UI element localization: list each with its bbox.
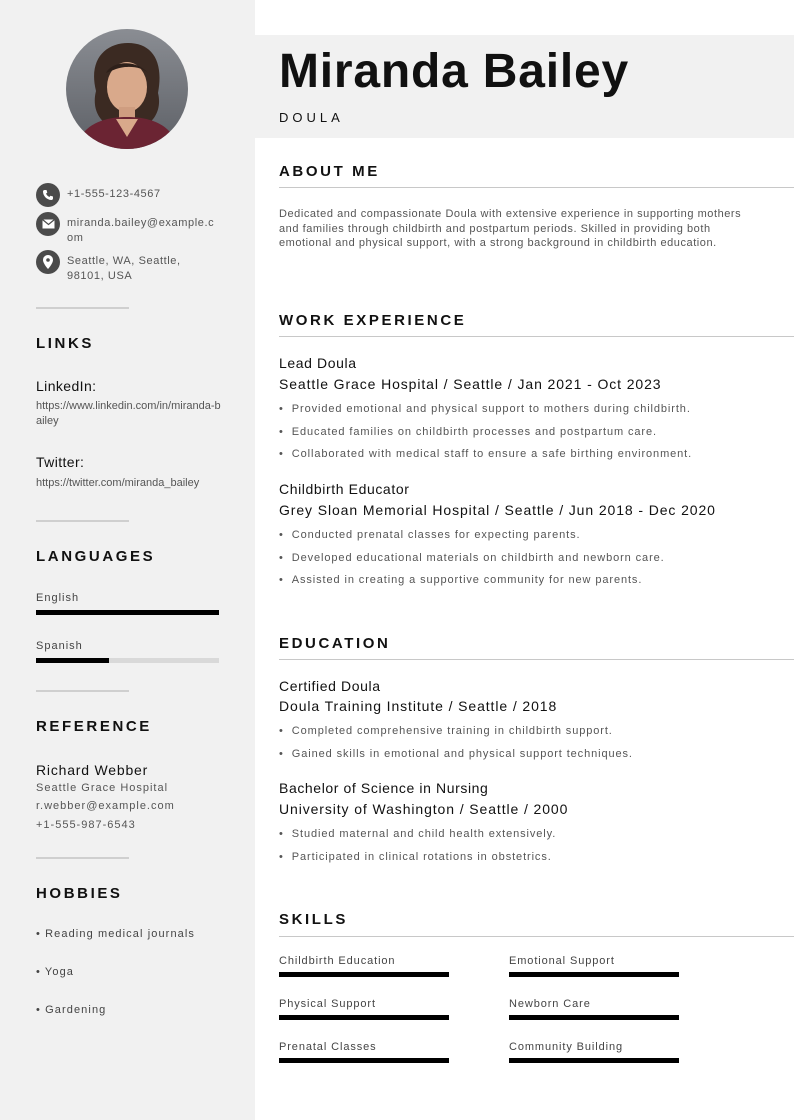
reference-company: Seattle Grace Hospital	[36, 782, 169, 794]
skill-label: Physical Support	[279, 998, 376, 1010]
candidate-name: Miranda Bailey	[279, 45, 629, 98]
reference-email[interactable]: r.webber@example.com	[36, 800, 175, 812]
job-bullet: • Educated families on childbirth processes and postpartum care.	[279, 426, 657, 438]
linkedin-label: LinkedIn:	[36, 378, 97, 394]
language-level-bar	[36, 658, 219, 663]
email-text[interactable]: miranda.bailey@example.com	[67, 217, 215, 244]
twitter-label: Twitter:	[36, 454, 85, 470]
experience-heading: WORK EXPERIENCE	[279, 312, 467, 329]
links-heading: LINKS	[36, 335, 94, 352]
education-bullet: • Participated in clinical rotations in obstetrics.	[279, 851, 552, 863]
language-level-fill	[36, 658, 109, 663]
education-heading: EDUCATION	[279, 635, 391, 652]
education-bullet: • Studied maternal and child health extensively.	[279, 828, 556, 840]
hobby-item: • Gardening	[36, 1004, 107, 1016]
skill-level-bar	[279, 1058, 449, 1063]
education-bullet: • Gained skills in emotional and physical support techniques.	[279, 748, 633, 760]
job-bullet: • Assisted in creating a supportive community for new parents.	[279, 574, 642, 586]
linkedin-link[interactable]: https://www.linkedin.com/in/miranda-bailey	[36, 400, 221, 427]
hobbies-heading: HOBBIES	[36, 885, 123, 902]
phone-text: +1-555-123-4567	[67, 188, 161, 200]
about-heading: ABOUT ME	[279, 163, 380, 180]
job-bullet: • Provided emotional and physical support to mothers during childbirth.	[279, 403, 691, 415]
skill-label: Childbirth Education	[279, 955, 396, 967]
job-title: DOULA	[279, 110, 344, 125]
hobby-item: • Reading medical journals	[36, 928, 196, 940]
degree-title: Bachelor of Science in Nursing	[279, 780, 489, 796]
sidebar-divider	[36, 690, 129, 692]
contact-address	[36, 250, 202, 284]
language-name: English	[36, 592, 80, 604]
job-bullet: • Conducted prenatal classes for expecting parents.	[279, 529, 580, 541]
section-rule	[279, 659, 794, 660]
contact-email	[36, 212, 217, 246]
skill-label: Newborn Care	[509, 998, 591, 1010]
skills-heading: SKILLS	[279, 911, 348, 928]
degree-details: University of Washington / Seattle / 2000	[279, 801, 569, 817]
job-details: Seattle Grace Hospital / Seattle / Jan 2021 - Oct 2023	[279, 376, 662, 392]
profile-photo	[66, 29, 188, 149]
skill-label: Prenatal Classes	[279, 1041, 377, 1053]
skill-level-bar	[279, 972, 449, 977]
education-bullet: • Completed comprehensive training in childbirth support.	[279, 725, 613, 737]
hobby-label: Yoga	[44, 966, 75, 978]
sidebar	[0, 0, 255, 1120]
skill-level-bar	[279, 1015, 449, 1020]
main-content	[255, 0, 794, 1120]
language-level-bar	[36, 610, 219, 615]
job-bullet: • Developed educational materials on childbirth and newborn care.	[279, 552, 665, 564]
degree-title: Certified Doula	[279, 678, 381, 694]
degree-details: Doula Training Institute / Seattle / 2018	[279, 698, 558, 714]
skill-level-bar	[509, 1015, 679, 1020]
skill-label: Community Building	[509, 1041, 624, 1053]
contact-phone	[36, 183, 217, 207]
skill-level-bar	[509, 972, 679, 977]
job-title-entry: Childbirth Educator	[279, 481, 410, 497]
job-details: Grey Sloan Memorial Hospital / Seattle / Jun 2018 - Dec 2020	[279, 502, 716, 518]
language-name: Spanish	[36, 640, 83, 652]
job-bullet: • Collaborated with medical staff to ensure a safe birthing environment.	[279, 448, 692, 460]
email-icon	[36, 212, 60, 236]
skill-level-bar	[509, 1058, 679, 1063]
language-level-fill	[36, 610, 219, 615]
section-rule	[279, 336, 794, 337]
reference-heading: REFERENCE	[36, 718, 152, 735]
twitter-link[interactable]: https://twitter.com/miranda_bailey	[36, 477, 200, 489]
section-rule	[279, 936, 794, 937]
job-title-entry: Lead Doula	[279, 355, 357, 371]
reference-name: Richard Webber	[36, 762, 149, 778]
phone-icon	[36, 183, 60, 207]
location-pin-icon	[36, 250, 60, 274]
sidebar-divider	[36, 857, 129, 859]
languages-heading: LANGUAGES	[36, 548, 156, 565]
address-text: Seattle, WA, Seattle, 98101, USA	[67, 255, 181, 282]
about-text: Dedicated and compassionate Doula with extensive experience in supporting mothers and families through childbirth and postpartum periods. Skilled in providing both emotional and physical support, with a strong background in childbirth education.	[279, 208, 742, 250]
sidebar-divider	[36, 520, 129, 522]
reference-phone: +1-555-987-6543	[36, 819, 136, 831]
hobby-label: Reading medical journals	[45, 928, 196, 940]
hobby-item: • Yoga	[36, 966, 75, 978]
section-rule	[279, 187, 794, 188]
skill-label: Emotional Support	[509, 955, 615, 967]
hobby-label: Gardening	[45, 1004, 107, 1016]
sidebar-divider	[36, 307, 129, 309]
